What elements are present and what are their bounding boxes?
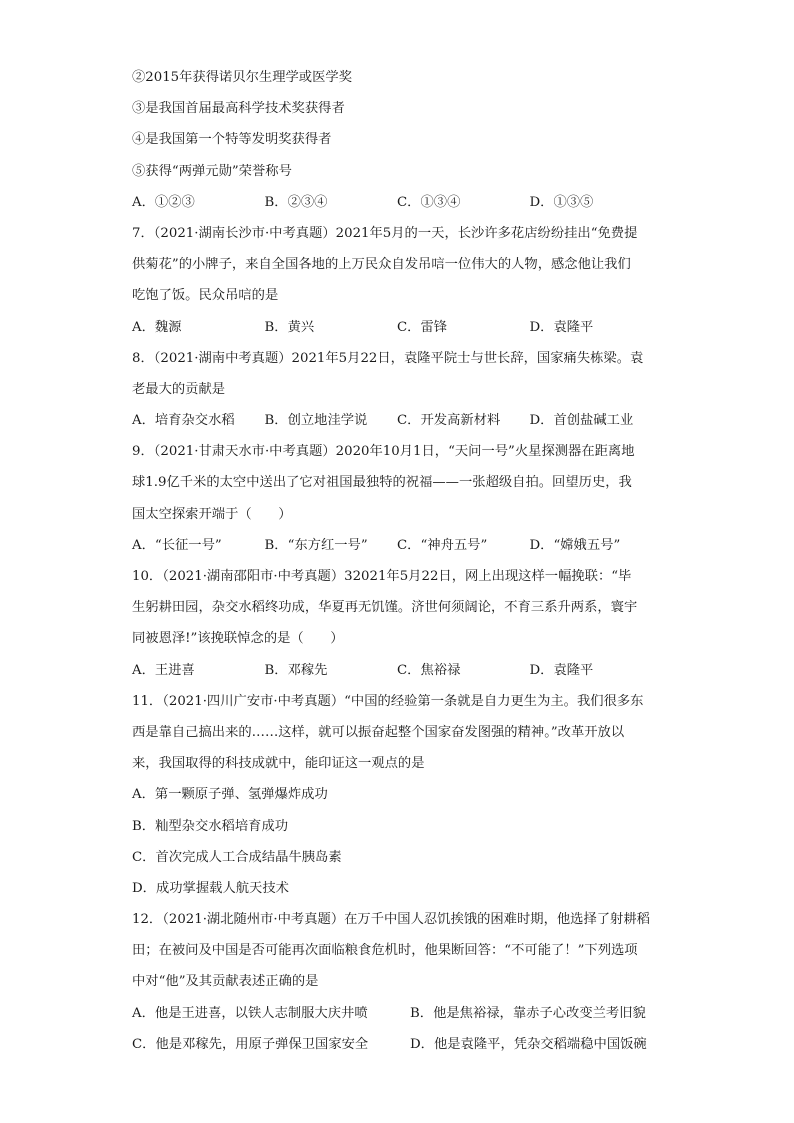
- question-stem: 吃饱了饭。民众吊唁的是: [132, 288, 279, 304]
- option-c[interactable]: C．焦裕禄: [397, 662, 461, 678]
- statement-3: ③是我国首届最高科学技术奖获得者: [132, 101, 345, 117]
- question-stem: 12．（2021·湖北随州市·中考真题）在万千中国人忍饥挨饿的困难时期，他选择了射耕稻: [132, 912, 650, 928]
- question-stem: 8．（2021·湖南中考真题）2021年5月22日，袁隆平院士与世长辞，国家痛失栋梁。袁: [132, 350, 644, 366]
- option-b[interactable]: B．他是焦裕禄，靠赤子心改变兰考旧貌: [410, 1005, 646, 1021]
- question-stem: 7．（2021·湖南长沙市·中考真题）2021年5月的一天，长沙许多花店纷纷挂出“免费提: [132, 225, 638, 241]
- question-12: [132, 904, 662, 1060]
- options-row: [132, 998, 662, 1029]
- option-b[interactable]: B．邓稼先: [264, 662, 328, 678]
- question-stem: 来，我国取得的科技成就中，能印证这一观点的是: [132, 756, 425, 772]
- option-d[interactable]: D．首创盐碱工业: [529, 413, 634, 429]
- option-d[interactable]: D．成功掌握载人航天技术: [132, 880, 289, 896]
- question-stem: 10．（2021·湖南邵阳市·中考真题）32021年5月22日，网上出现这样一幅挽联：“毕: [132, 569, 632, 584]
- question-8: [132, 343, 662, 437]
- option-a[interactable]: A．①②③: [132, 194, 195, 210]
- question-stem: 生躬耕田园，杂交水稻终功成，华夏再无饥馑。济世何须阔论，不育三系升两系，寰宇: [132, 600, 638, 616]
- question-stem: 国太空探索开端于（ ）: [132, 506, 292, 522]
- option-a[interactable]: A．魏源: [132, 319, 182, 335]
- option-c[interactable]: C．他是邓稼先，用原子弹保卫国家安全: [132, 1036, 369, 1052]
- option-c[interactable]: C．“神舟五号”: [397, 537, 488, 553]
- option-c[interactable]: C．开发高新材料: [397, 413, 501, 429]
- option-d[interactable]: D．“嫦娥五号”: [529, 537, 621, 553]
- options-row: [132, 1029, 662, 1060]
- option-a[interactable]: A．他是王进喜，以铁人志制服大庆井喷: [132, 1005, 368, 1021]
- question-stem: 同被恩泽!”该挽联悼念的是（ ）: [132, 631, 344, 647]
- question-stem: 球1.9亿千米的太空中送出了它对祖国最独特的祝福——一张超级自拍。回望历史，我: [132, 475, 632, 491]
- option-a[interactable]: A．“长征一号”: [132, 537, 222, 553]
- option-a[interactable]: A．王进喜: [132, 662, 195, 678]
- options-row: [132, 655, 662, 686]
- question-list: [132, 62, 662, 1060]
- statement-2: ②2015年获得诺贝尔生理学或医学奖: [132, 70, 352, 85]
- option-b[interactable]: B．黄兴: [264, 319, 315, 335]
- options-row: [132, 187, 662, 218]
- question-7: [132, 218, 662, 343]
- options-row: [132, 530, 662, 561]
- question-9: [132, 436, 662, 561]
- question-11: [132, 686, 662, 904]
- option-c[interactable]: C．①③④: [397, 194, 461, 210]
- question-stem: 中对“他”及其贡献表述正确的是: [132, 974, 319, 990]
- option-b[interactable]: B．“东方红一号”: [264, 537, 368, 553]
- question-stem: 11．（2021·四川广安市·中考真题）“中国的经验第一条就是自力更生为主。我们很多东: [132, 693, 644, 709]
- options-row: [132, 405, 662, 436]
- option-d[interactable]: D．袁隆平: [529, 662, 594, 678]
- question-6-remainder: [132, 62, 662, 218]
- options-row: [132, 312, 662, 343]
- statement-5: ⑤获得“两弹元勋”荣誉称号: [132, 163, 292, 179]
- option-a[interactable]: A．第一颗原子弹、氢弹爆炸成功: [132, 787, 328, 803]
- option-d[interactable]: D．①③⑤: [529, 194, 594, 210]
- question-10: [132, 561, 662, 686]
- question-stem: 9．（2021·甘肃天水市·中考真题）2020年10月1日，“天问一号”火星探测器在距离地: [132, 444, 635, 460]
- option-d[interactable]: D．他是袁隆平，凭杂交稻端稳中国饭碗: [410, 1036, 647, 1052]
- question-stem: 老最大的贡献是: [132, 381, 226, 397]
- option-d[interactable]: D．袁隆平: [529, 319, 594, 335]
- option-c[interactable]: C．雷锋: [397, 319, 448, 335]
- statement-4: ④是我国第一个特等发明奖获得者: [132, 132, 332, 148]
- option-b[interactable]: B．创立地洼学说: [264, 413, 368, 429]
- option-b[interactable]: B．②③④: [264, 194, 328, 210]
- question-stem: 田；在被问及中国是否可能再次面临粮食危机时，他果断回答：“不可能了！”下列选项: [132, 943, 638, 959]
- option-b[interactable]: B．籼型杂交水稻培育成功: [132, 818, 289, 834]
- question-stem: 西是靠自己搞出来的……这样，就可以振奋起整个国家奋发图强的精神。”改革开放以: [132, 724, 625, 740]
- option-a[interactable]: A．培育杂交水稻: [132, 413, 235, 429]
- question-stem: 供菊花”的小牌子，来自全国各地的上万民众自发吊唁一位伟大的人物，感念他让我们: [132, 257, 631, 273]
- option-c[interactable]: C．首次完成人工合成结晶牛胰岛素: [132, 849, 342, 865]
